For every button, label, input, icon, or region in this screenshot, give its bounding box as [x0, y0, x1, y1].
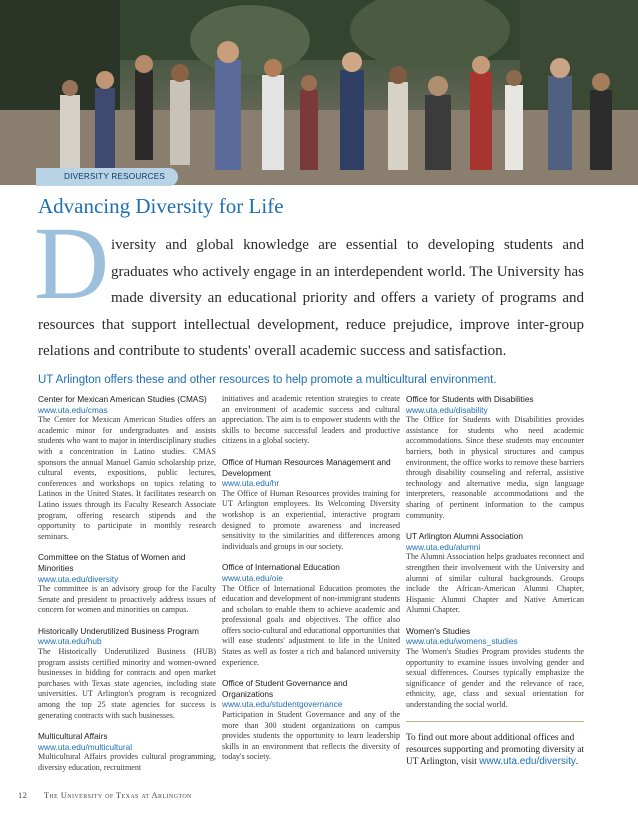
resource-link[interactable]: www.uta.edu/diversity [38, 573, 119, 584]
resource-link[interactable]: www.uta.edu/womens_studies [406, 636, 518, 647]
resource-link[interactable]: www.uta.edu/multicultural [38, 741, 133, 752]
resource-name: Office of Student Governance and Organizations [222, 678, 348, 699]
publication-name: The University of Texas at Arlington [43, 790, 192, 800]
resource-description: The Office of International Education promotes the education and development of non-immigrant students and scholars to enable them to achieve academic and professional goals and objectives. The office also offers socio-cultural and educational opportunities that will ease students' adjustment to life in the United States as well as foster a rich and balanced university experience. [222, 583, 400, 667]
page-footer [18, 790, 192, 800]
drop-cap: D [34, 206, 110, 321]
resource-description: The Women's Studies Program provides students the opportunity to examine issues involving gender and sexual differences. Courses typically emphasize the significance of gender and the relevance of race, ethnicity, age, class and sexual orientation for understanding the social world. [406, 647, 584, 710]
header-photo [0, 0, 638, 185]
resource-name: Office for Students with Disabilities [406, 394, 534, 404]
page-number: 12 [18, 790, 28, 800]
resource-entry-oie [222, 562, 400, 668]
cta-text: To find out more about additional offices and resources supporting and promoting diversity at UT Arlington, visit [406, 732, 584, 768]
resource-link[interactable]: www.uta.edu/studentgovernance [222, 699, 343, 710]
resource-entry-student-governance [222, 678, 400, 763]
section-tab: DIVERSITY RESOURCES [36, 168, 178, 186]
resource-link[interactable]: www.uta.edu/hr [222, 478, 280, 489]
resource-name: Office of International Education [222, 562, 340, 573]
resource-name: Women's Studies [406, 625, 471, 636]
resource-entry-multicultural [38, 731, 216, 773]
resource-entry-hub [38, 626, 216, 721]
resource-name: UT Arlington Alumni Association [406, 531, 523, 542]
resource-entry-disabilities [406, 394, 584, 521]
resource-link[interactable]: www.uta.edu/alumni [406, 541, 481, 552]
resource-name: Committee on the Status of Women and Minorities [38, 552, 186, 573]
resources-subhead: UT Arlington offers these and other resources to help promote a multicultural environment. [38, 374, 497, 386]
intro-paragraph [38, 232, 584, 365]
cta-end: . [575, 757, 579, 768]
intro-text: iversity and global knowledge are essential to developing students and graduates who actively engage in an interdependent world. The University has made diversity an educational priority and offers a variety of programs and resources that support intellectual development, reduce prejudice, improve inter-group relations and contribute to students' overall academic success and satisfaction. [38, 237, 584, 359]
divider [406, 721, 584, 722]
resource-entry-women-minorities [38, 552, 216, 616]
column-2 [222, 394, 400, 773]
resource-description: The Center for Mexican American Studies offers an academic minor for undergraduates and assists students who want to major in interdisciplinary studies with a concentration in Latino studies. CMAS sponsors the annual Manuel Gamio scholarship prize, cultural events, expositions, public lectures, conferences and workshops on topics relating to Latinos in the United States. It facilitates research on Latino issues through its Faculty Research Associate program, offering research stipends and the opportunity to participate in monthly research seminars. [38, 415, 216, 541]
call-to-action [406, 732, 584, 769]
resource-link[interactable]: www.uta.edu/cmas [38, 404, 108, 415]
resource-description: The Office of Human Resources provides training for UT Arlington employees. Its Welcoming Diversity workshop is an experiential, interactive program designed to promote awareness and increased sensitivity to the similarities and differences among individuals and groups in our society. [222, 488, 400, 551]
resource-entry-cmas [38, 394, 216, 542]
resource-name: Historically Underutilized Business Program [38, 625, 199, 636]
resource-entry-hr [222, 457, 400, 552]
resource-description: The Office for Students with Disabilities provides assistance for students who need academic accommodations. Since these students may encounter barriers, both in physical structures and campus environment, the office works to remove these barriers through disability counseling and referral, assistive technology and alternative media, sign language interpreters, reasonable accommodations and the sharing of pertinent information to the campus community. [406, 415, 584, 520]
resource-entry-alumni [406, 531, 584, 616]
column-1 [38, 394, 216, 784]
resource-name: Multicultural Affairs [38, 731, 108, 742]
resource-link[interactable]: www.uta.edu/hub [38, 636, 102, 647]
campus-crowd-illustration [0, 0, 638, 185]
resource-description: The committee is an advisory group for the Faculty Senate and president to proactively address issues of concern for women and minorities on campus. [38, 584, 216, 615]
resource-description: Multicultural Affairs provides cultural programming, diversity education, recruitment [38, 752, 216, 772]
resource-description: The Alumni Association helps graduates reconnect and strengthen their involvement with the University and alumni of similar cultural backgrounds. Groups include the African-American Alumni Chapter, Hispanic Alumni Chapter and Native American Alumni Chapter. [406, 552, 585, 615]
resource-link[interactable]: www.uta.edu/oie [222, 572, 283, 583]
column-3 [406, 394, 584, 769]
page-title: Advancing Diversity for Life [38, 194, 284, 218]
continued-text: initiatives and academic retention strategies to create an environment of academic success and cultural appreciation. The aim is to empower students with the skills to become successful leaders and productive citizens in a global society. [222, 394, 400, 446]
resource-name: Center for Mexican American Studies (CMAS) [38, 394, 207, 404]
diversity-link[interactable]: www.uta.edu/diversity [479, 756, 576, 768]
resource-description: Participation in Student Governance and any of the more than 300 student organizations on campus provides students the opportunity to learn leadership skills in an environment that reflects the diversity of today's society. [222, 710, 400, 762]
resource-name: Office of Human Resources Management and Development [222, 456, 391, 478]
resource-description: The Historically Underutilized Business (HUB) program assists certified minority and women-owned businesses in bidding for contracts and open market purchases with Texas state agencies, including state universities. UT Arlington's program is recognized among the top 25 state agencies for success is generating contracts with such businesses. [38, 647, 216, 720]
resource-entry-womens-studies [406, 626, 584, 711]
resource-link[interactable]: www.uta.edu/disability [406, 404, 488, 415]
